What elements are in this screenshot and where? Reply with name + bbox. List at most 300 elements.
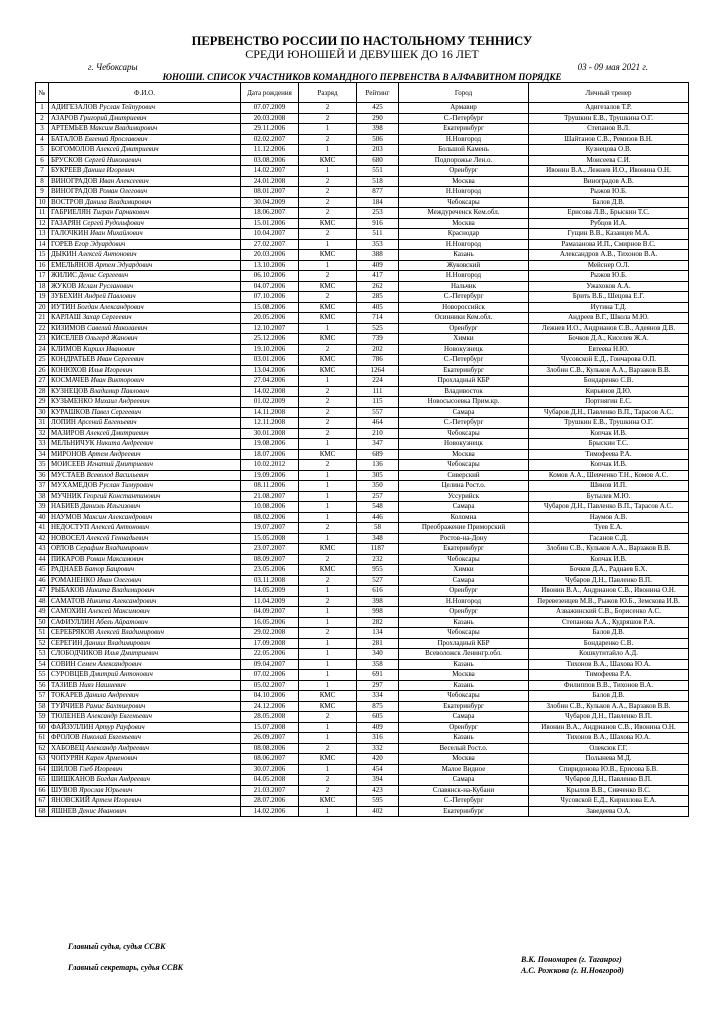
- cell-rank: КМС: [299, 334, 357, 345]
- cell-num: 15: [36, 250, 49, 261]
- cell-num: 13: [36, 229, 49, 240]
- cell-city: Самара: [399, 775, 529, 786]
- cell-fio: [49, 439, 241, 450]
- cell-coach: Рыжов Ю.Б.: [529, 187, 689, 198]
- cell-num: 38: [36, 491, 49, 502]
- cell-coach: Балов Д.В.: [529, 197, 689, 208]
- cell-dob: 18.07.2006: [241, 449, 299, 460]
- cell-coach: Туев Е.А.: [529, 523, 689, 534]
- table-row: [36, 533, 689, 544]
- cell-dob: 17.09.2008: [241, 638, 299, 649]
- cell-rank: КМС: [299, 565, 357, 576]
- cell-dob: 20.03.2006: [241, 250, 299, 261]
- cell-coach: Наумов А.В.: [529, 512, 689, 523]
- cell-num: 60: [36, 722, 49, 733]
- cell-coach: Балов Д.В.: [529, 691, 689, 702]
- given-names: Денис Иванович: [78, 806, 127, 815]
- cell-num: 18: [36, 281, 49, 292]
- cell-fio: [49, 565, 241, 576]
- surname: АЗАРОВ: [51, 113, 79, 122]
- cell-dob: 23.05.2006: [241, 565, 299, 576]
- cell-num: 6: [36, 155, 49, 166]
- cell-rating: 423: [357, 785, 399, 796]
- table-row: [36, 103, 689, 114]
- cell-city: Н.Новгород: [399, 134, 529, 145]
- cell-coach: Ивонин В.А., Андрианов С.В., Ивонина О.Н.: [529, 722, 689, 733]
- cell-coach: Брыскин Т.С.: [529, 439, 689, 450]
- table-row: [36, 670, 689, 681]
- cell-fio: [49, 134, 241, 145]
- cell-fio: [49, 617, 241, 628]
- cell-rank: 2: [299, 460, 357, 471]
- cell-fio: [49, 680, 241, 691]
- surname: КИСЕЛЕВ: [51, 334, 84, 342]
- cell-num: 24: [36, 344, 49, 355]
- cell-coach: Ужахоков А.А.: [529, 281, 689, 292]
- surname: ПИКАРОВ: [51, 554, 85, 563]
- table-row: [36, 659, 689, 670]
- given-names: Семен Александрович: [77, 659, 142, 668]
- surname: САМОХИН: [51, 607, 87, 615]
- cell-fio: [49, 197, 241, 208]
- cell-dob: 15.07.2008: [241, 722, 299, 733]
- cell-dob: 13.10.2006: [241, 260, 299, 271]
- cell-fio: [49, 376, 241, 387]
- cell-num: 14: [36, 239, 49, 250]
- table-row: [36, 649, 689, 660]
- cell-dob: 30.07.2006: [241, 764, 299, 775]
- surname: ГАЛОЧКИН: [51, 229, 89, 237]
- given-names: Евгений Ярославович: [84, 134, 148, 143]
- cell-fio: [49, 649, 241, 660]
- cell-rating: 1187: [357, 544, 399, 555]
- list-title: ЮНОШИ. СПИСОК УЧАСТНИКОВ КОМАНДНОГО ПЕРВЕНСТВА В АЛФАВИТНОМ ПОРЯДКЕ: [162, 72, 562, 82]
- cell-rating: 281: [357, 638, 399, 649]
- cell-num: 67: [36, 796, 49, 807]
- cell-rating: 305: [357, 470, 399, 481]
- cell-num: 47: [36, 586, 49, 597]
- cell-num: 5: [36, 145, 49, 156]
- cell-coach: Перевезенцев М.В., Рыжов Ю.Б., Земскова И.В.: [529, 596, 689, 607]
- table-row: [36, 145, 689, 156]
- surname: КИЗИМОВ: [51, 323, 86, 332]
- cell-city: Преображение Приморский: [399, 523, 529, 534]
- cell-dob: 02.02.2007: [241, 134, 299, 145]
- cell-rank: КМС: [299, 796, 357, 807]
- cell-coach: Чусовской Е.Д., Гончарова О.П.: [529, 355, 689, 366]
- given-names: Андрей Павлович: [84, 292, 136, 300]
- cell-num: 22: [36, 323, 49, 334]
- cell-dob: 01.02.2009: [241, 397, 299, 408]
- cell-rating: 282: [357, 617, 399, 628]
- cell-fio: [49, 691, 241, 702]
- cell-num: 2: [36, 113, 49, 124]
- cell-fio: [49, 733, 241, 744]
- cell-coach: Гасанов С.Д.: [529, 533, 689, 544]
- cell-num: 45: [36, 565, 49, 576]
- surname: КУЗНЕЦОВ: [51, 386, 88, 395]
- cell-num: 68: [36, 806, 49, 817]
- cell-num: 16: [36, 260, 49, 271]
- surname: ЛОПИН: [51, 418, 76, 426]
- cell-fio: [49, 523, 241, 534]
- cell-rating: 409: [357, 260, 399, 271]
- cell-num: 31: [36, 418, 49, 429]
- cell-dob: 03.08.2006: [241, 155, 299, 166]
- cell-rank: 2: [299, 197, 357, 208]
- table-row: [36, 544, 689, 555]
- cell-city: Жуковский: [399, 260, 529, 271]
- table-row: [36, 271, 689, 282]
- cell-rank: 1: [299, 124, 357, 135]
- cell-fio: [49, 176, 241, 187]
- given-names: Алексей Антонович: [78, 250, 137, 258]
- cell-rank: КМС: [299, 313, 357, 324]
- cell-rating: 332: [357, 743, 399, 754]
- cell-num: 49: [36, 607, 49, 618]
- given-names: Илья Игоревич: [88, 365, 133, 374]
- cell-fio: [49, 428, 241, 439]
- cell-coach: Чубаров Д.Н., Павленко В.П.: [529, 775, 689, 786]
- cell-city: Целина Рост.о.: [399, 481, 529, 492]
- cell-city: Армавир: [399, 103, 529, 114]
- cell-rating: 464: [357, 418, 399, 429]
- cell-city: С.-Петербург: [399, 113, 529, 124]
- table-row: [36, 554, 689, 565]
- cell-rank: 1: [299, 607, 357, 618]
- given-names: Алексей Владимирович: [96, 628, 165, 636]
- given-names: Михаил Андреевич: [94, 397, 150, 405]
- cell-rating: 347: [357, 439, 399, 450]
- table-row: [36, 449, 689, 460]
- given-names: Дмитрий Антонович: [90, 670, 153, 678]
- cell-city: Казань: [399, 250, 529, 261]
- table-row: [36, 134, 689, 145]
- cell-dob: 27.04.2006: [241, 376, 299, 387]
- cell-city: Самара: [399, 407, 529, 418]
- cell-fio: [49, 785, 241, 796]
- given-names: Артем Эдуардович: [95, 260, 153, 269]
- cell-rank: 2: [299, 103, 357, 114]
- cell-dob: 19.08.2006: [241, 439, 299, 450]
- cell-rank: КМС: [299, 544, 357, 555]
- cell-rank: 2: [299, 407, 357, 418]
- cell-fio: [49, 701, 241, 712]
- table-row: [36, 722, 689, 733]
- surname: СОВИН: [51, 659, 76, 668]
- surname: КОНЮХОВ: [51, 365, 87, 374]
- cell-coach: Степанова А.А., Кудряшов Р.А.: [529, 617, 689, 628]
- surname: ЯШНЕВ: [51, 806, 77, 815]
- cell-fio: [49, 229, 241, 240]
- cell-dob: 09.04.2007: [241, 659, 299, 670]
- table-row: [36, 218, 689, 229]
- cell-rank: КМС: [299, 691, 357, 702]
- cell-dob: 07.07.2009: [241, 103, 299, 114]
- cell-rank: 1: [299, 638, 357, 649]
- table-row: [36, 313, 689, 324]
- cell-fio: [49, 239, 241, 250]
- surname: ВОСТРОВ: [51, 197, 84, 206]
- cell-city: Ростов-на-Дону: [399, 533, 529, 544]
- surname: ЧОПУРЯН: [51, 754, 84, 762]
- participants-table: [35, 82, 689, 817]
- given-names: Батор Баирович: [84, 565, 135, 573]
- cell-fio: [49, 407, 241, 418]
- cell-city: Подпорожье Лен.о.: [399, 155, 529, 166]
- cell-city: Краснодар: [399, 229, 529, 240]
- cell-coach: Шайтанов С.В., Ремизов В.Н.: [529, 134, 689, 145]
- cell-num: 58: [36, 701, 49, 712]
- table-row: [36, 607, 689, 618]
- given-names: Егор Эдуардович: [74, 239, 126, 248]
- document-subtitle: СРЕДИ ЮНОШЕЙ И ДЕВУШЕК ДО 16 ЛЕТ: [245, 47, 479, 61]
- cell-num: 59: [36, 712, 49, 723]
- cell-rating: 358: [357, 659, 399, 670]
- given-names: Даниэль Ильгизович: [80, 502, 141, 510]
- table-row: [36, 754, 689, 765]
- cell-num: 61: [36, 733, 49, 744]
- surname: КУЗЬМЕНКО: [51, 397, 93, 405]
- table-row: [36, 743, 689, 754]
- cell-coach: Кузнецова О.В.: [529, 145, 689, 156]
- cell-fio: [49, 355, 241, 366]
- given-names: Иван Сергеевич: [96, 355, 144, 363]
- table-row: [36, 565, 689, 576]
- surname: МАЗИРОВ: [51, 428, 85, 437]
- cell-dob: 16.05.2006: [241, 617, 299, 628]
- cell-num: 63: [36, 754, 49, 765]
- given-names: Алексей Геннадьевич: [86, 533, 149, 542]
- given-names: Игнатий Дмитриевич: [86, 460, 154, 468]
- cell-rating: 232: [357, 554, 399, 565]
- cell-dob: 24.12.2006: [241, 701, 299, 712]
- cell-rating: 551: [357, 166, 399, 177]
- header-dob: Дата рождения: [241, 83, 299, 103]
- surname: ГАБРИЕЛЯН: [51, 208, 91, 216]
- given-names: Руслан Тейпурович: [99, 103, 156, 111]
- cell-dob: 03.01.2006: [241, 355, 299, 366]
- given-names: Никита Владимирович: [85, 586, 155, 594]
- cell-rank: 1: [299, 733, 357, 744]
- table-row: [36, 512, 689, 523]
- cell-fio: [49, 281, 241, 292]
- cell-coach: Евтеева Н.Ю.: [529, 344, 689, 355]
- header-num: №: [36, 83, 49, 103]
- cell-rank: 2: [299, 596, 357, 607]
- surname: БРУСКОВ: [51, 155, 83, 164]
- cell-num: 51: [36, 628, 49, 639]
- table-row: [36, 628, 689, 639]
- cell-fio: [49, 743, 241, 754]
- cell-coach: Комов А.А., Шевченко Т.Н., Комов А.С.: [529, 470, 689, 481]
- cell-city: Екатеринбург: [399, 124, 529, 135]
- cell-rating: 350: [357, 481, 399, 492]
- table-row: [36, 617, 689, 628]
- cell-city: Оренбург: [399, 323, 529, 334]
- cell-rank: КМС: [299, 281, 357, 292]
- cell-rank: 1: [299, 512, 357, 523]
- cell-rating: 998: [357, 607, 399, 618]
- cell-num: 11: [36, 208, 49, 219]
- cell-rating: 595: [357, 796, 399, 807]
- given-names: Иван Алексеевич: [99, 176, 149, 185]
- cell-coach: Андреев В.Г., Школа М.Ю.: [529, 313, 689, 324]
- cell-rank: 1: [299, 470, 357, 481]
- cell-rating: 877: [357, 187, 399, 198]
- cell-rank: КМС: [299, 155, 357, 166]
- cell-fio: [49, 712, 241, 723]
- cell-coach: Чубаров Д.Н., Павленко В.П., Тарасов А.С.: [529, 502, 689, 513]
- cell-rank: 2: [299, 523, 357, 534]
- given-names: Богдан Александрович: [77, 302, 144, 311]
- cell-city: Осинники Кем.обл.: [399, 313, 529, 324]
- cell-rank: 2: [299, 344, 357, 355]
- cell-rank: 2: [299, 418, 357, 429]
- cell-coach: Ивонин В.А., Лежнев И.О., Ивонина О.Н.: [529, 166, 689, 177]
- table-row: [36, 292, 689, 303]
- table-row: [36, 701, 689, 712]
- surname: РЫБАКОВ: [51, 586, 85, 594]
- surname: ИУТИН: [51, 302, 76, 311]
- given-names: Ислам Русланович: [78, 281, 134, 290]
- surname: КЛИМОВ: [51, 344, 82, 353]
- header-coach: Личный тренер: [529, 83, 689, 103]
- given-names: Богдан Андреевич: [96, 775, 150, 783]
- cell-fio: [49, 271, 241, 282]
- cell-rating: 955: [357, 565, 399, 576]
- cell-city: Москва: [399, 754, 529, 765]
- cell-rating: 691: [357, 670, 399, 681]
- given-names: Иван Олегович: [97, 575, 142, 584]
- cell-fio: [49, 470, 241, 481]
- cell-city: Владивосток: [399, 386, 529, 397]
- cell-dob: 12.10.2007: [241, 323, 299, 334]
- cell-fio: [49, 334, 241, 345]
- surname: ФРОЛОВ: [51, 733, 80, 741]
- cell-rank: КМС: [299, 365, 357, 376]
- cell-rank: 1: [299, 260, 357, 271]
- cell-rank: 2: [299, 292, 357, 303]
- given-names: Максим Александрович: [83, 512, 153, 521]
- cell-city: Москва: [399, 176, 529, 187]
- cell-coach: Рыжов Ю.Б.: [529, 271, 689, 282]
- cell-coach: Рубцов И.А.: [529, 218, 689, 229]
- table-row: [36, 575, 689, 586]
- cell-coach: Копчак И.В.: [529, 428, 689, 439]
- cell-fio: [49, 260, 241, 271]
- cell-num: 23: [36, 334, 49, 345]
- cell-dob: 19.10.2006: [241, 344, 299, 355]
- cell-rating: 409: [357, 722, 399, 733]
- cell-rating: 402: [357, 806, 399, 817]
- cell-rating: 875: [357, 701, 399, 712]
- table-row: [36, 428, 689, 439]
- cell-dob: 19.09.2006: [241, 470, 299, 481]
- cell-city: Уссурийск: [399, 491, 529, 502]
- cell-city: Н.Новгород: [399, 596, 529, 607]
- cell-rating: 290: [357, 113, 399, 124]
- cell-coach: Чубаров Д.Н., Павленко В.П.: [529, 712, 689, 723]
- cell-rank: КМС: [299, 250, 357, 261]
- surname: ВИНОГРАДОВ: [51, 176, 98, 185]
- cell-city: С.-Петербург: [399, 418, 529, 429]
- cell-rank: КМС: [299, 218, 357, 229]
- cell-dob: 07.10.2006: [241, 292, 299, 303]
- cell-num: 42: [36, 533, 49, 544]
- given-names: Руслан Тимурович: [99, 481, 153, 489]
- table-row: [36, 113, 689, 124]
- cell-rating: 297: [357, 680, 399, 691]
- cell-coach: Злобин С.В., Кульков А.А., Варзаков В.В.: [529, 701, 689, 712]
- cell-city: Сиверский: [399, 470, 529, 481]
- cell-rank: 1: [299, 491, 357, 502]
- cell-num: 52: [36, 638, 49, 649]
- cell-rank: 1: [299, 659, 357, 670]
- given-names: Кирилл Иванович: [83, 344, 135, 353]
- cell-coach: Тихонов В.А., Шахова Ю.А.: [529, 659, 689, 670]
- cell-dob: 15.05.2008: [241, 533, 299, 544]
- cell-coach: Копчак И.В.: [529, 554, 689, 565]
- cell-dob: 18.06.2007: [241, 208, 299, 219]
- cell-dob: 30.04.2009: [241, 197, 299, 208]
- cell-num: 53: [36, 649, 49, 660]
- surname: МУСТАЕВ: [51, 470, 85, 479]
- given-names: Нияз Нашиевич: [79, 680, 126, 689]
- cell-coach: Злобин С.В., Кульков А.А., Варзаков В.В.: [529, 544, 689, 555]
- cell-num: 4: [36, 134, 49, 145]
- given-names: Алексей Дмитриевич: [86, 428, 149, 437]
- table-row: [36, 439, 689, 450]
- chief-judge-name: В.К. Пономарев (г. Таганрог): [521, 955, 622, 964]
- cell-fio: [49, 775, 241, 786]
- cell-rank: КМС: [299, 449, 357, 460]
- cell-fio: [49, 460, 241, 471]
- cell-num: 43: [36, 544, 49, 555]
- event-city: г. Чебоксары: [88, 62, 138, 72]
- cell-rating: 257: [357, 491, 399, 502]
- cell-coach: Чусовской Е.Д., Кириллова Е.А.: [529, 796, 689, 807]
- cell-coach: Крылов В.В., Сивченко В.С.: [529, 785, 689, 796]
- cell-city: Казань: [399, 617, 529, 628]
- surname: КОСМАЧЕВ: [51, 376, 90, 384]
- given-names: Никита Александрович: [86, 596, 157, 605]
- cell-city: Казань: [399, 659, 529, 670]
- cell-rating: 616: [357, 586, 399, 597]
- table-row: [36, 386, 689, 397]
- cell-rank: 2: [299, 775, 357, 786]
- cell-num: 62: [36, 743, 49, 754]
- table-row: [36, 376, 689, 387]
- cell-rank: 1: [299, 481, 357, 492]
- surname: НОВОСЕЛ: [51, 533, 85, 542]
- given-names: Тигран Гарникович: [92, 208, 150, 216]
- surname: ДЫКИН: [51, 250, 77, 258]
- cell-fio: [49, 250, 241, 261]
- cell-fio: [49, 544, 241, 555]
- cell-city: Москва: [399, 218, 529, 229]
- cell-coach: Бондаренко С.В.: [529, 638, 689, 649]
- cell-city: Екатеринбург: [399, 701, 529, 712]
- cell-city: Казань: [399, 680, 529, 691]
- given-names: Рамис Бахтиерович: [85, 701, 146, 710]
- cell-city: Оренбург: [399, 722, 529, 733]
- given-names: Савелий Николаевич: [86, 323, 148, 332]
- cell-city: Нальчик: [399, 281, 529, 292]
- cell-fio: [49, 302, 241, 313]
- cell-fio: [49, 124, 241, 135]
- table-row: [36, 502, 689, 513]
